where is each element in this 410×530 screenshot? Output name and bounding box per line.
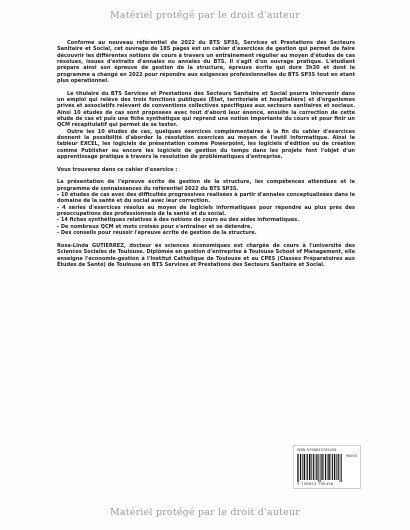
barcode-bars (297, 454, 343, 482)
career-paragraph: Le titulaire du BTS Services et Prestations des Secteurs Sanitaire et Social pourra intervenir dans un emploi qui relève des trois fonctions publiques (État, territoriale et hospitalière) et d'organismes privés et associatifs relevant de conventions collectives spécifiques aux secteurs sanitaires et sociaux. Ainsi 10 études de cas sont proposées avec tout d'abord leur énoncé, ensuite la correction de cette étude de cas et puis une fiche synthétique qui reprend une notion importante du cours et pour finir un QCM récapitulatif qui permet de se tester. (57, 90, 355, 129)
copyright-watermark-top: Matériel protégé par le droit d'auteur (110, 10, 300, 21)
list-item: - 10 études de cas avec des difficultés progressives réalisées à partir d'annales conceptualisées dans le domaine de la santé et du social avec leur correction. (57, 192, 355, 205)
author-bio: Rosa-Linda GUTIERREZ, docteur ès sciences économiques est chargée de cours à l'université des Sciences Sociales de Toulouse. Diplômée en gestion d'entreprise à Toulouse School of Management, elle enseigne l'économie-gestion à l'Institut Catholique de Toulouse et au CPES (Classes Préparatoires aux Études de Santé) de Toulouse en BTS Services et Prestations des Secteurs Sanitaire et Social. (57, 242, 355, 268)
price-code: 90000 (345, 454, 357, 458)
list-item: - 4 séries d'exercices résolus au moyen de logiciels informatiques pour répondre au plus près des préoccupations des professionnels de la santé et du social. (57, 204, 355, 218)
list-item: - Des conseils pour réussir l'épreuve écrite de gestion de la structure. (57, 230, 257, 237)
list-item: - 14 fiches synthétiques relatives à des notions de cours ou des aides informatiques. (57, 217, 300, 224)
isbn-barcode (293, 445, 361, 489)
cover-text-block (57, 40, 355, 268)
isbn-label: ISBN 9798853792456 (297, 448, 337, 452)
intro-paragraph: Conforme au nouveau référentiel de 2022 du BTS SP3S, Services et Prestations des Secteurs Sanitaire et Social, cet ouvrage de 185 pages est un cahier d'exercices de gestion qui permet de faire découvrir les différentes notions de cours à travers un entrainement régulier au moyen d'études de cas résolues, issues d'extraits d'annales ou annales du BTS. Il s'agit d'un ouvrage pratique. L'étudiant prépare ainsi son épreuve de gestion de la structure, épreuve écrite qui dure 3h30 et dont le programme a changé en 2022 pour répondre aux exigences professionnelles du BTS SP3S tout en étant plus opérationnel. (57, 40, 355, 85)
software-paragraph: Outre les 10 études de cas, quelques exercices complémentaires à la fin du cahier d'exercices donnent la possibilité d'aborder la résolution exercices au moyen de l'outil informatique. Ainsi le tableur EXCEL, les logiciels de présentation comme Powerpoint, les logiciels d'édition ou de création comme Publisher ou encore les logiciels de gestion du temps dans les projets font l'objet d'un apprentissage pratique à travers la résolution de problématiques d'entreprise. (57, 128, 355, 161)
ean-digits: 9 798853 792456 (297, 482, 334, 486)
list-item: La présentation de l'épreuve écrite de gestion de la structure, les compétences attendues et le programme de connaissances du référentiel 2022 du BTS SP3S. (57, 179, 355, 192)
list-item: - De nombreux QCM et mots croisés pour s'entraîner et se détendre. (57, 223, 253, 230)
list-intro: Vous trouverez dans ce cahier d'exercice : (57, 166, 178, 173)
copyright-watermark-bottom: Matériel protégé par le droit d'auteur (110, 507, 300, 518)
